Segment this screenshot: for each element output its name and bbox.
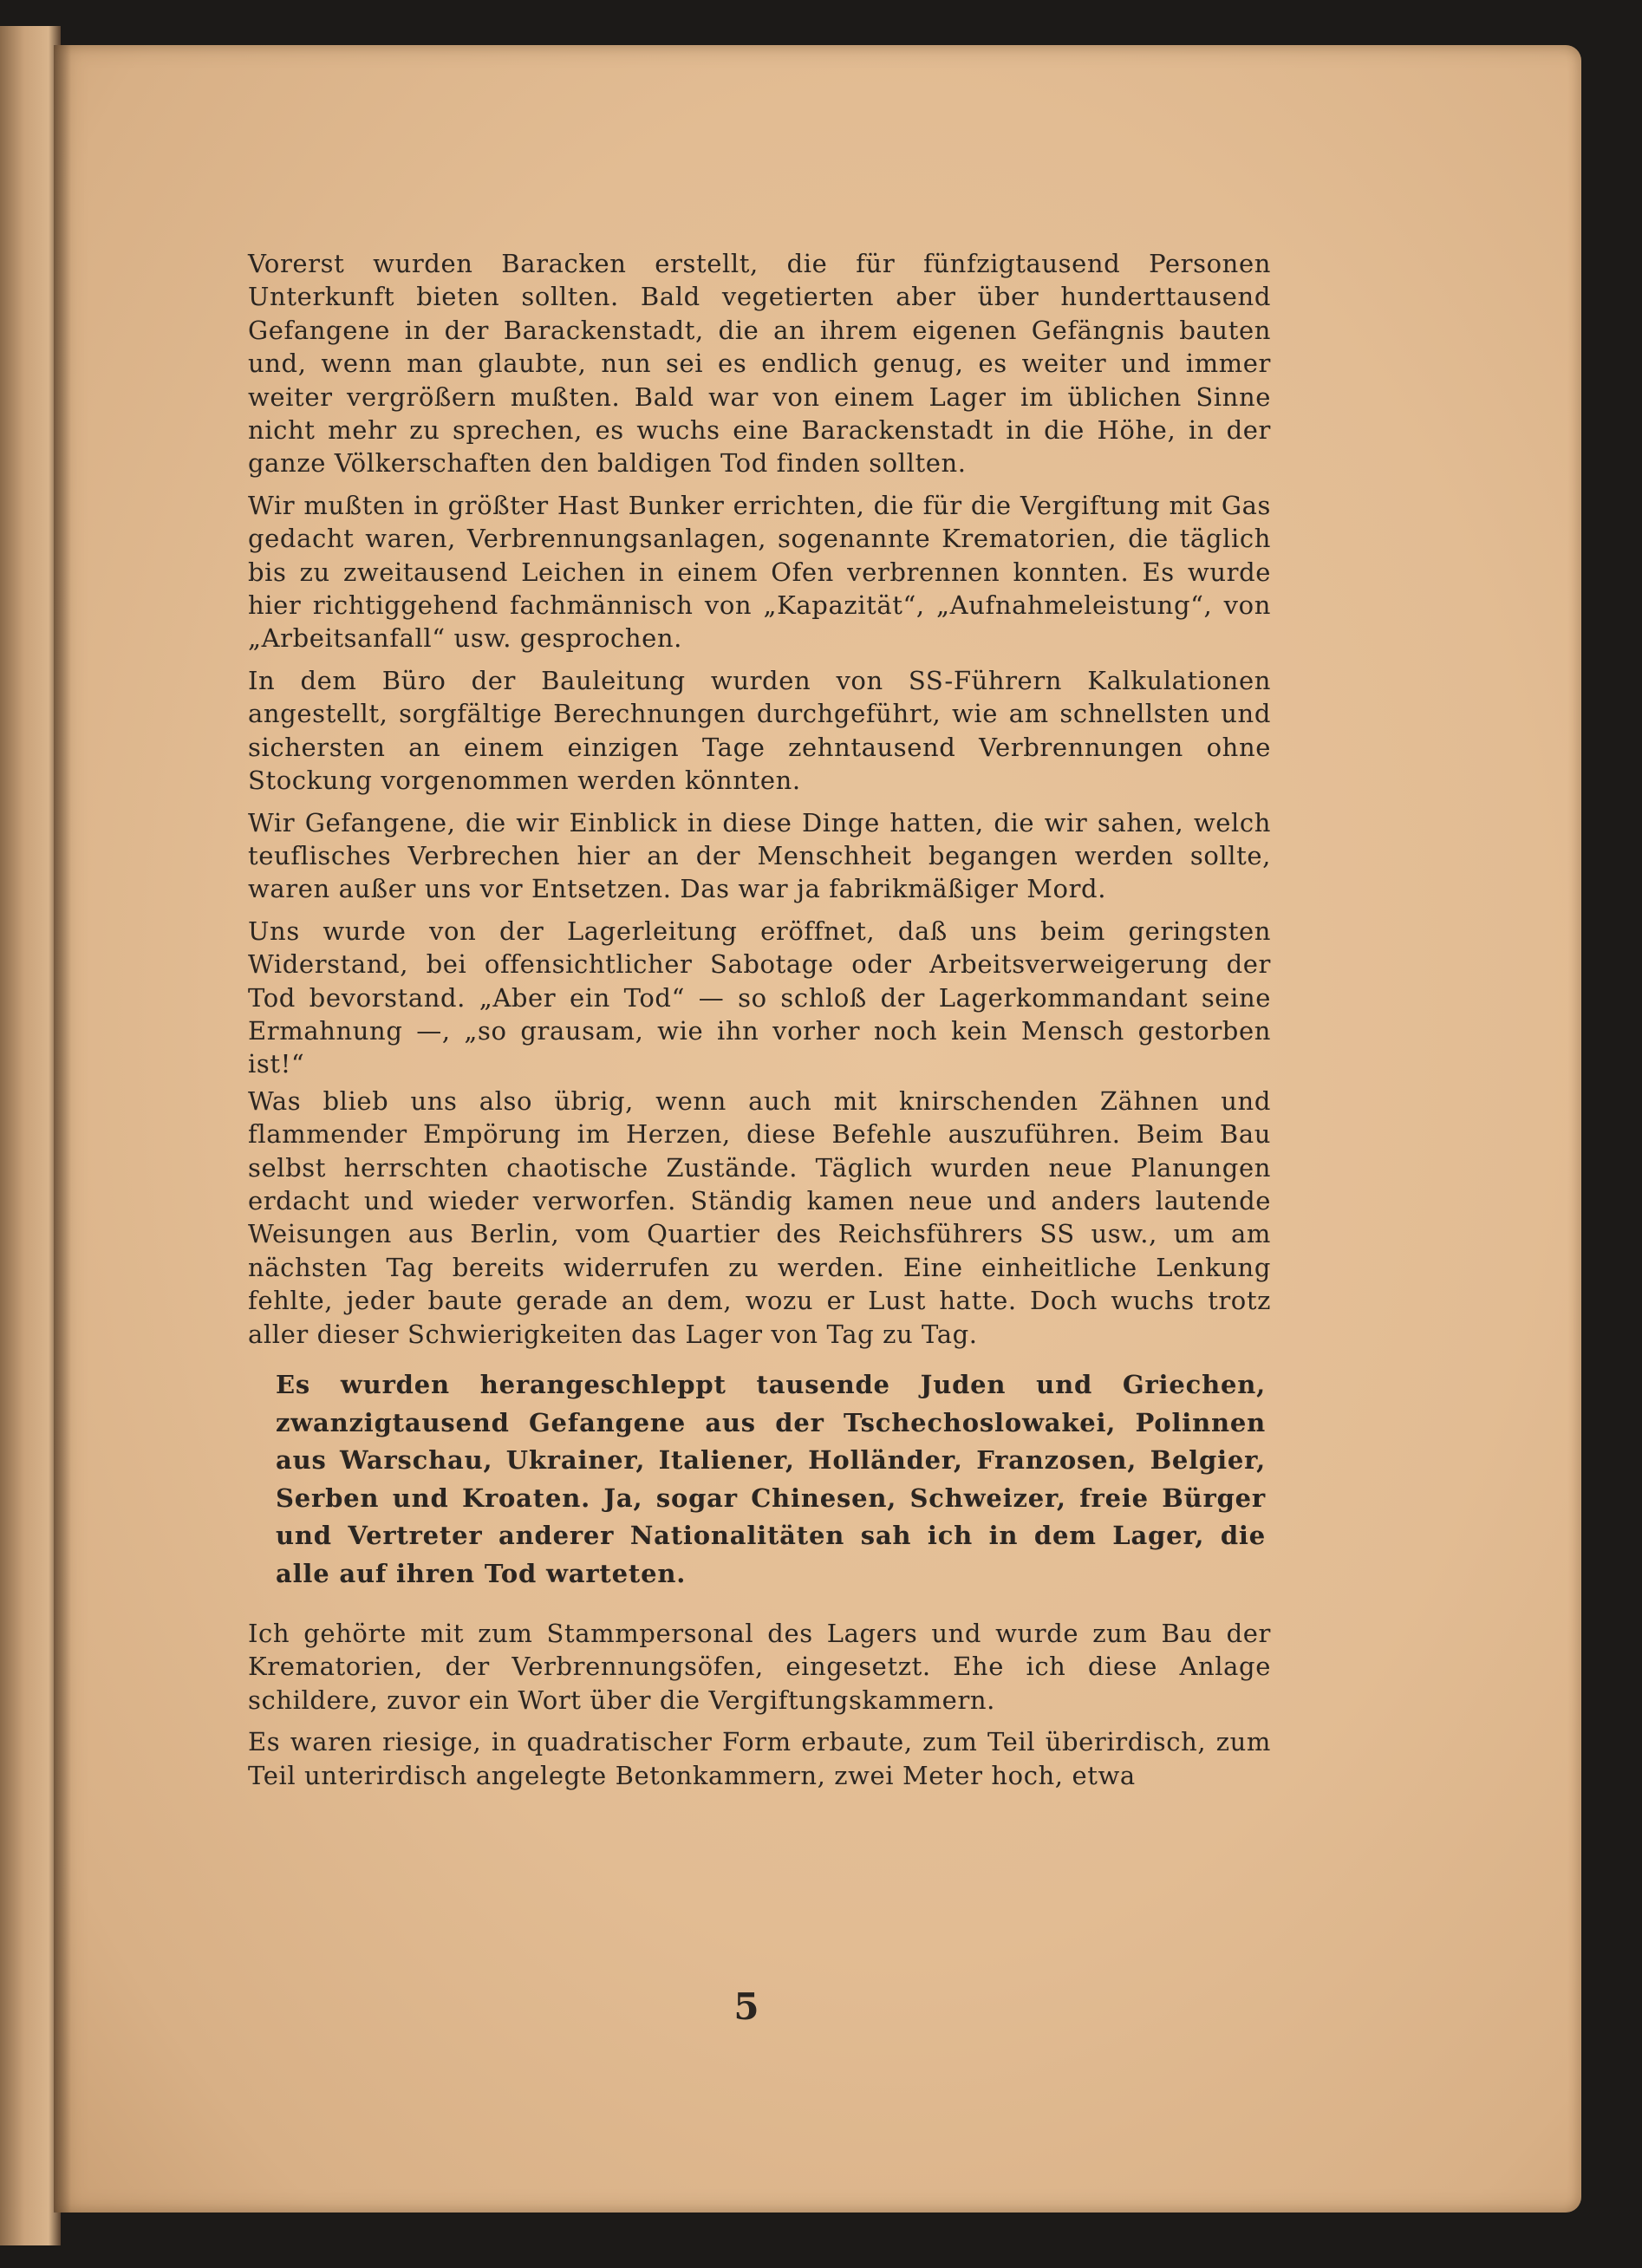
paragraph-1: Vorerst wurden Baracken erstellt, die für fünfzigtausend Personen Unterkunft bieten sollten. Bald vegetierten aber über hunderttausend Gefangene in der Barackenstadt, die an ihrem eigenen Gefängnis bauten und, wenn man glaubte, nun sei es endlich genug, es weiter und immer weiter vergrößern mußten. Bald war von einem Lager im üblichen Sinne nicht mehr zu sprechen, es wuchs eine Barackenstadt in die Höhe, in der ganze Völkerschaften den baldigen Tod finden sollten. <box>248 249 1271 479</box>
paragraph-4: Wir Gefangene, die wir Einblick in diese Dinge hatten, die wir sahen, welch teuflisches Verbrechen hier an der Menschheit begangen werden sollte, waren außer uns vor Entsetzen. Das war ja fabrikmäßiger Mord. <box>248 807 1271 904</box>
block-quote: Es wurden herangeschleppt tausende Juden und Griechen, zwanzigtausend Gefangene aus der Tschechoslowakei, Polinnen aus Warschau, Ukrainer, Italiener, Holländer, Franzosen, Belgier, Serben und Kroaten. Ja, sogar Chinesen, Schweizer, freie Bürger und Vertreter anderer Nationalitäten sah ich in dem Lager, die alle auf ihren Tod warteten. <box>276 1370 1266 1588</box>
book-left-edge <box>0 26 61 2245</box>
paragraph-2: Wir mußten in größter Hast Bunker errichten, die für die Vergiftung mit Gas gedacht waren, Verbrennungsanlagen, sogenannte Krematorien, die täglich bis zu zweitausend Leichen in einem Ofen verbrennen konnten. Es wurde hier richtiggehend fachmännisch von „Kapazität“, „Aufnahmeleistung“, von „Arbeitsanfall“ usw. gesprochen. <box>248 490 1271 654</box>
paragraph-6: Was blieb uns also übrig, wenn auch mit knirschenden Zähnen und flammender Empörung im Herzen, diese Befehle auszuführen. Beim Bau selbst herrschten chaotische Zustände. Täglich wurden neue Planungen erdacht und wieder verworfen. Ständig kamen neue und anders lautende Weisungen aus Berlin, vom Quartier des Reichsführers SS usw., um am nächsten Tag bereits widerrufen zu werden. Eine einheitliche Lenkung fehlte, jeder baute gerade an dem, wozu er Lust hatte. Doch wuchs trotz aller dieser Schwierigkeiten das Lager von Tag zu Tag. <box>248 1085 1271 1349</box>
page-text <box>248 247 1271 1801</box>
paragraph-5: Uns wurde von der Lagerleitung eröffnet, daß uns beim geringsten Widerstand, bei offensichtlicher Sabotage oder Arbeitsverweigerung der Tod bevorstand. „Aber ein Tod“ — so schloß der Lagerkommandant seine Ermahnung —, „so grausam, wie ihn vorher noch kein Mensch gestorben ist!“ <box>248 916 1271 1079</box>
page-gutter-shadow <box>54 45 71 2213</box>
paragraph-8: Es waren riesige, in quadratischer Form erbaute, zum Teil überirdisch, zum Teil unterirdisch angelegte Betonkammern, zwei Meter hoch, etwa <box>248 1727 1271 1790</box>
paragraph-3: In dem Büro der Bauleitung wurden von SS-Führern Kalkulationen angestellt, sorgfältige Berechnungen durchgeführt, wie am schnellsten und sichersten an einem einzigen Tage zehntausend Verbrennungen ohne Stockung vorgenommen werden könnten. <box>248 665 1271 796</box>
paragraph-7: Ich gehörte mit zum Stammpersonal des Lagers und wurde zum Bau der Krematorien, der Verbrennungsöfen, eingesetzt. Ehe ich diese Anlage schildere, zuvor ein Wort über die Vergiftungskammern. <box>248 1619 1271 1715</box>
page-number: 5 <box>733 1985 759 2028</box>
